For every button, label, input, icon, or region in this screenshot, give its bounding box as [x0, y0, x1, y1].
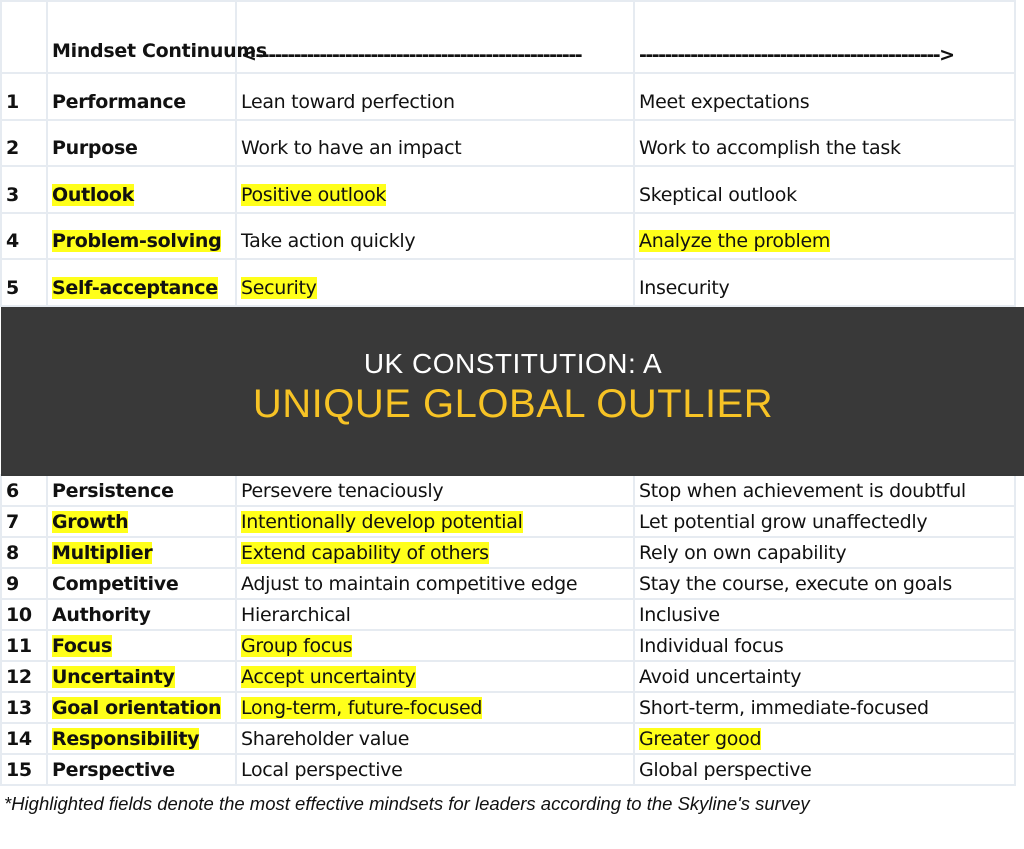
table-row	[1, 506, 1015, 537]
left-pole: Adjust to maintain competitive edge	[241, 572, 578, 595]
row-number: 14	[6, 727, 32, 750]
right-pole: Global perspective	[639, 758, 812, 781]
row-number: 3	[6, 183, 19, 206]
left-pole-cell	[236, 166, 634, 213]
row-number-cell	[1, 723, 47, 754]
mindset-name-cell	[47, 692, 236, 723]
row-number: 15	[6, 758, 32, 781]
mindset-name: Responsibility	[52, 727, 200, 750]
left-pole-cell	[236, 537, 634, 568]
table-row	[1, 661, 1015, 692]
mindset-name: Performance	[52, 90, 186, 113]
table-row	[1, 568, 1015, 599]
banner-title-line2: UNIQUE GLOBAL OUTLIER	[252, 381, 774, 426]
right-pole: Work to accomplish the task	[639, 137, 901, 159]
row-number: 4	[6, 230, 19, 252]
left-pole-cell	[236, 692, 634, 723]
row-number-cell	[1, 568, 47, 599]
left-pole: Accept uncertainty	[241, 665, 416, 688]
mindset-name: Self-acceptance	[52, 276, 218, 299]
table-row	[1, 754, 1015, 785]
right-pole: Let potential grow unaffectedly	[639, 510, 928, 533]
right-pole-cell	[634, 120, 1015, 167]
mindset-name-cell	[47, 661, 236, 692]
row-number: 2	[6, 137, 19, 159]
mindset-name-cell	[47, 599, 236, 630]
left-pole-cell	[236, 661, 634, 692]
table-row	[1, 73, 1015, 120]
footnote: *Highlighted fields denote the most effective mindsets for leaders according to the Skyline's survey	[4, 793, 810, 814]
right-pole-cell	[634, 661, 1015, 692]
row-number: 7	[6, 510, 19, 533]
right-pole-cell	[634, 475, 1015, 506]
left-pole-cell	[236, 506, 634, 537]
row-number-cell	[1, 259, 47, 306]
left-pole-cell	[236, 568, 634, 599]
row-number: 8	[6, 541, 19, 564]
right-pole-cell	[634, 568, 1015, 599]
left-pole-cell	[236, 754, 634, 785]
right-pole: Stop when achievement is doubtful	[639, 479, 966, 502]
mindset-name: Purpose	[52, 137, 138, 159]
table-header-row	[1, 1, 1015, 73]
table-row	[1, 259, 1015, 306]
left-pole-cell	[236, 599, 634, 630]
right-pole: Avoid uncertainty	[639, 665, 802, 688]
mindset-name: Authority	[52, 603, 151, 626]
row-number: 10	[6, 603, 32, 626]
mindset-name-cell	[47, 73, 236, 120]
mindset-name-cell	[47, 213, 236, 260]
mindset-name: Goal orientation	[52, 696, 222, 719]
left-pole: Intentionally develop potential	[241, 510, 523, 533]
row-number-cell	[1, 73, 47, 120]
mindset-name: Problem-solving	[52, 230, 222, 252]
header-num	[1, 1, 47, 73]
banner-row	[1, 306, 1015, 475]
row-number: 1	[6, 90, 19, 113]
row-number: 5	[6, 276, 19, 299]
table-row	[1, 723, 1015, 754]
right-pole-cell	[634, 537, 1015, 568]
row-number-cell	[1, 506, 47, 537]
right-pole-cell	[634, 723, 1015, 754]
left-pole-cell	[236, 259, 634, 306]
mindset-name-cell	[47, 506, 236, 537]
row-number-cell	[1, 120, 47, 167]
row-number: 6	[6, 479, 19, 502]
left-pole: Lean toward perfection	[241, 90, 455, 113]
mindset-name: Focus	[52, 634, 112, 657]
right-pole-cell	[634, 599, 1015, 630]
right-pole-cell	[634, 692, 1015, 723]
right-pole: Stay the course, execute on goals	[639, 572, 952, 595]
mindset-name-cell	[47, 475, 236, 506]
right-pole: Rely on own capability	[639, 541, 847, 564]
mindset-name-cell	[47, 120, 236, 167]
left-pole-cell	[236, 120, 634, 167]
right-pole-cell	[634, 259, 1015, 306]
mindset-name-cell	[47, 537, 236, 568]
row-number-cell	[1, 166, 47, 213]
left-pole: Extend capability of others	[241, 541, 489, 564]
left-pole: Work to have an impact	[241, 137, 462, 159]
mindset-name: Multiplier	[52, 541, 153, 564]
left-pole: Local perspective	[241, 758, 403, 781]
row-number-cell	[1, 475, 47, 506]
right-pole-cell	[634, 506, 1015, 537]
mindset-name: Competitive	[52, 572, 179, 595]
header-arrow-left: <---------------------------------------------------	[236, 1, 634, 73]
right-pole: Short-term, immediate-focused	[639, 696, 929, 719]
left-pole-cell	[236, 475, 634, 506]
banner-title-line1: UK CONSTITUTION: A	[363, 347, 663, 379]
row-number-cell	[1, 599, 47, 630]
mindset-name: Growth	[52, 510, 129, 533]
mindset-name: Persistence	[52, 479, 174, 502]
row-number-cell	[1, 692, 47, 723]
mindset-name-cell	[47, 723, 236, 754]
mindset-name: Perspective	[52, 758, 175, 781]
right-pole: Meet expectations	[639, 90, 810, 113]
table-row	[1, 213, 1015, 260]
right-pole-cell	[634, 630, 1015, 661]
header-arrow-right: ----------------------------------------------->	[634, 1, 1015, 73]
mindset-name-cell	[47, 568, 236, 599]
row-number: 12	[6, 665, 32, 688]
left-pole: Long-term, future-focused	[241, 696, 483, 719]
mindset-name-cell	[47, 166, 236, 213]
left-pole: Group focus	[241, 634, 353, 657]
right-pole: Analyze the problem	[639, 230, 831, 252]
left-pole: Shareholder value	[241, 727, 410, 750]
table-row	[1, 120, 1015, 167]
right-pole: Individual focus	[639, 634, 784, 657]
right-pole-cell	[634, 213, 1015, 260]
right-pole-cell	[634, 166, 1015, 213]
mindset-name: Uncertainty	[52, 665, 175, 688]
table-row	[1, 537, 1015, 568]
header-title: Mindset Continuums	[47, 1, 236, 73]
title-banner	[1, 307, 1024, 476]
right-pole: Greater good	[639, 727, 762, 750]
left-pole: Positive outlook	[241, 183, 387, 206]
left-pole-cell	[236, 73, 634, 120]
left-pole: Take action quickly	[241, 230, 416, 252]
table-row	[1, 630, 1015, 661]
row-number-cell	[1, 661, 47, 692]
table-row	[1, 692, 1015, 723]
left-pole: Security	[241, 276, 317, 299]
mindset-name-cell	[47, 754, 236, 785]
row-number: 9	[6, 572, 19, 595]
right-pole-cell	[634, 73, 1015, 120]
left-pole-cell	[236, 630, 634, 661]
row-number-cell	[1, 213, 47, 260]
row-number: 11	[6, 634, 32, 657]
right-pole: Skeptical outlook	[639, 183, 797, 206]
table-row	[1, 599, 1015, 630]
table-row	[1, 475, 1015, 506]
right-pole: Insecurity	[639, 276, 730, 299]
left-pole: Hierarchical	[241, 603, 351, 626]
row-number-cell	[1, 537, 47, 568]
left-pole-cell	[236, 723, 634, 754]
row-number: 13	[6, 696, 32, 719]
right-pole-cell	[634, 754, 1015, 785]
row-number-cell	[1, 630, 47, 661]
right-pole: Inclusive	[639, 603, 720, 626]
table-row	[1, 166, 1015, 213]
left-pole-cell	[236, 213, 634, 260]
mindset-name-cell	[47, 259, 236, 306]
banner-cell	[1, 306, 1015, 475]
mindset-name-cell	[47, 630, 236, 661]
row-number-cell	[1, 754, 47, 785]
mindset-name: Outlook	[52, 183, 134, 206]
left-pole: Persevere tenaciously	[241, 479, 444, 502]
